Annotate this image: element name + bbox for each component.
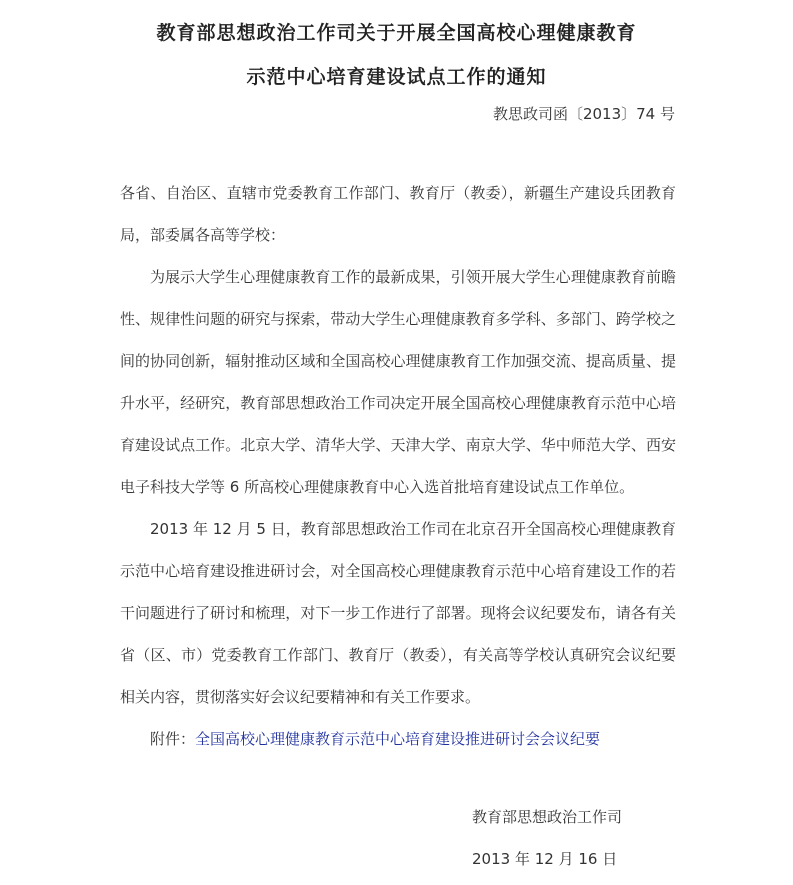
salutation: 各省、自治区、直辖市党委教育工作部门、教育厅（教委），新疆生产建设兵团教育局，部委属各高等学校：: [120, 184, 676, 244]
document-body: [120, 172, 676, 760]
attachment-link[interactable]: 全国高校心理健康教育示范中心培育建设推进研讨会会议纪要: [195, 730, 601, 748]
signature-org: 教育部思想政治工作司: [472, 808, 623, 826]
signature-date: 2013 年 12 月 16 日: [472, 850, 618, 868]
document-title-line-2: 示范中心培育建设试点工作的通知: [246, 66, 547, 88]
attachment-line: [120, 718, 676, 760]
attachment-label: 附件：: [150, 730, 196, 748]
paragraph-1: 为展示大学生心理健康教育工作的最新成果，引领开展大学生心理健康教育前瞻性、规律性问题的研究与探索，带动大学生心理健康教育多学科、多部门、跨学校之间的协同创新，辐射推动区域和全国高校心理健康教育工作加强交流、提高质量、提升水平，经研究，教育部思想政治工作司决定开展全国高校心理健康教育示范中心培育建设试点工作。北京大学、清华大学、天津大学、南京大学、华中师范大学、西安电子科技大学等 6 所高校心理健康教育中心入选首批培育建设试点工作单位。: [120, 268, 676, 496]
document-number: 教思政司函〔2013〕74 号: [492, 105, 675, 123]
document-title-line-1: 教育部思想政治工作司关于开展全国高校心理健康教育: [156, 22, 637, 44]
paragraph-2: 2013 年 12 月 5 日，教育部思想政治工作司在北京召开全国高校心理健康教育示范中心培育建设推进研讨会，对全国高校心理健康教育示范中心培育建设工作的若干问题进行了研讨和梳理，对下一步工作进行了部署。现将会议纪要发布，请各有关省（区、市）党委教育工作部门、教育厅（教委），有关高等学校认真研究会议纪要相关内容，贯彻落实好会议纪要精神和有关工作要求。: [120, 520, 676, 706]
